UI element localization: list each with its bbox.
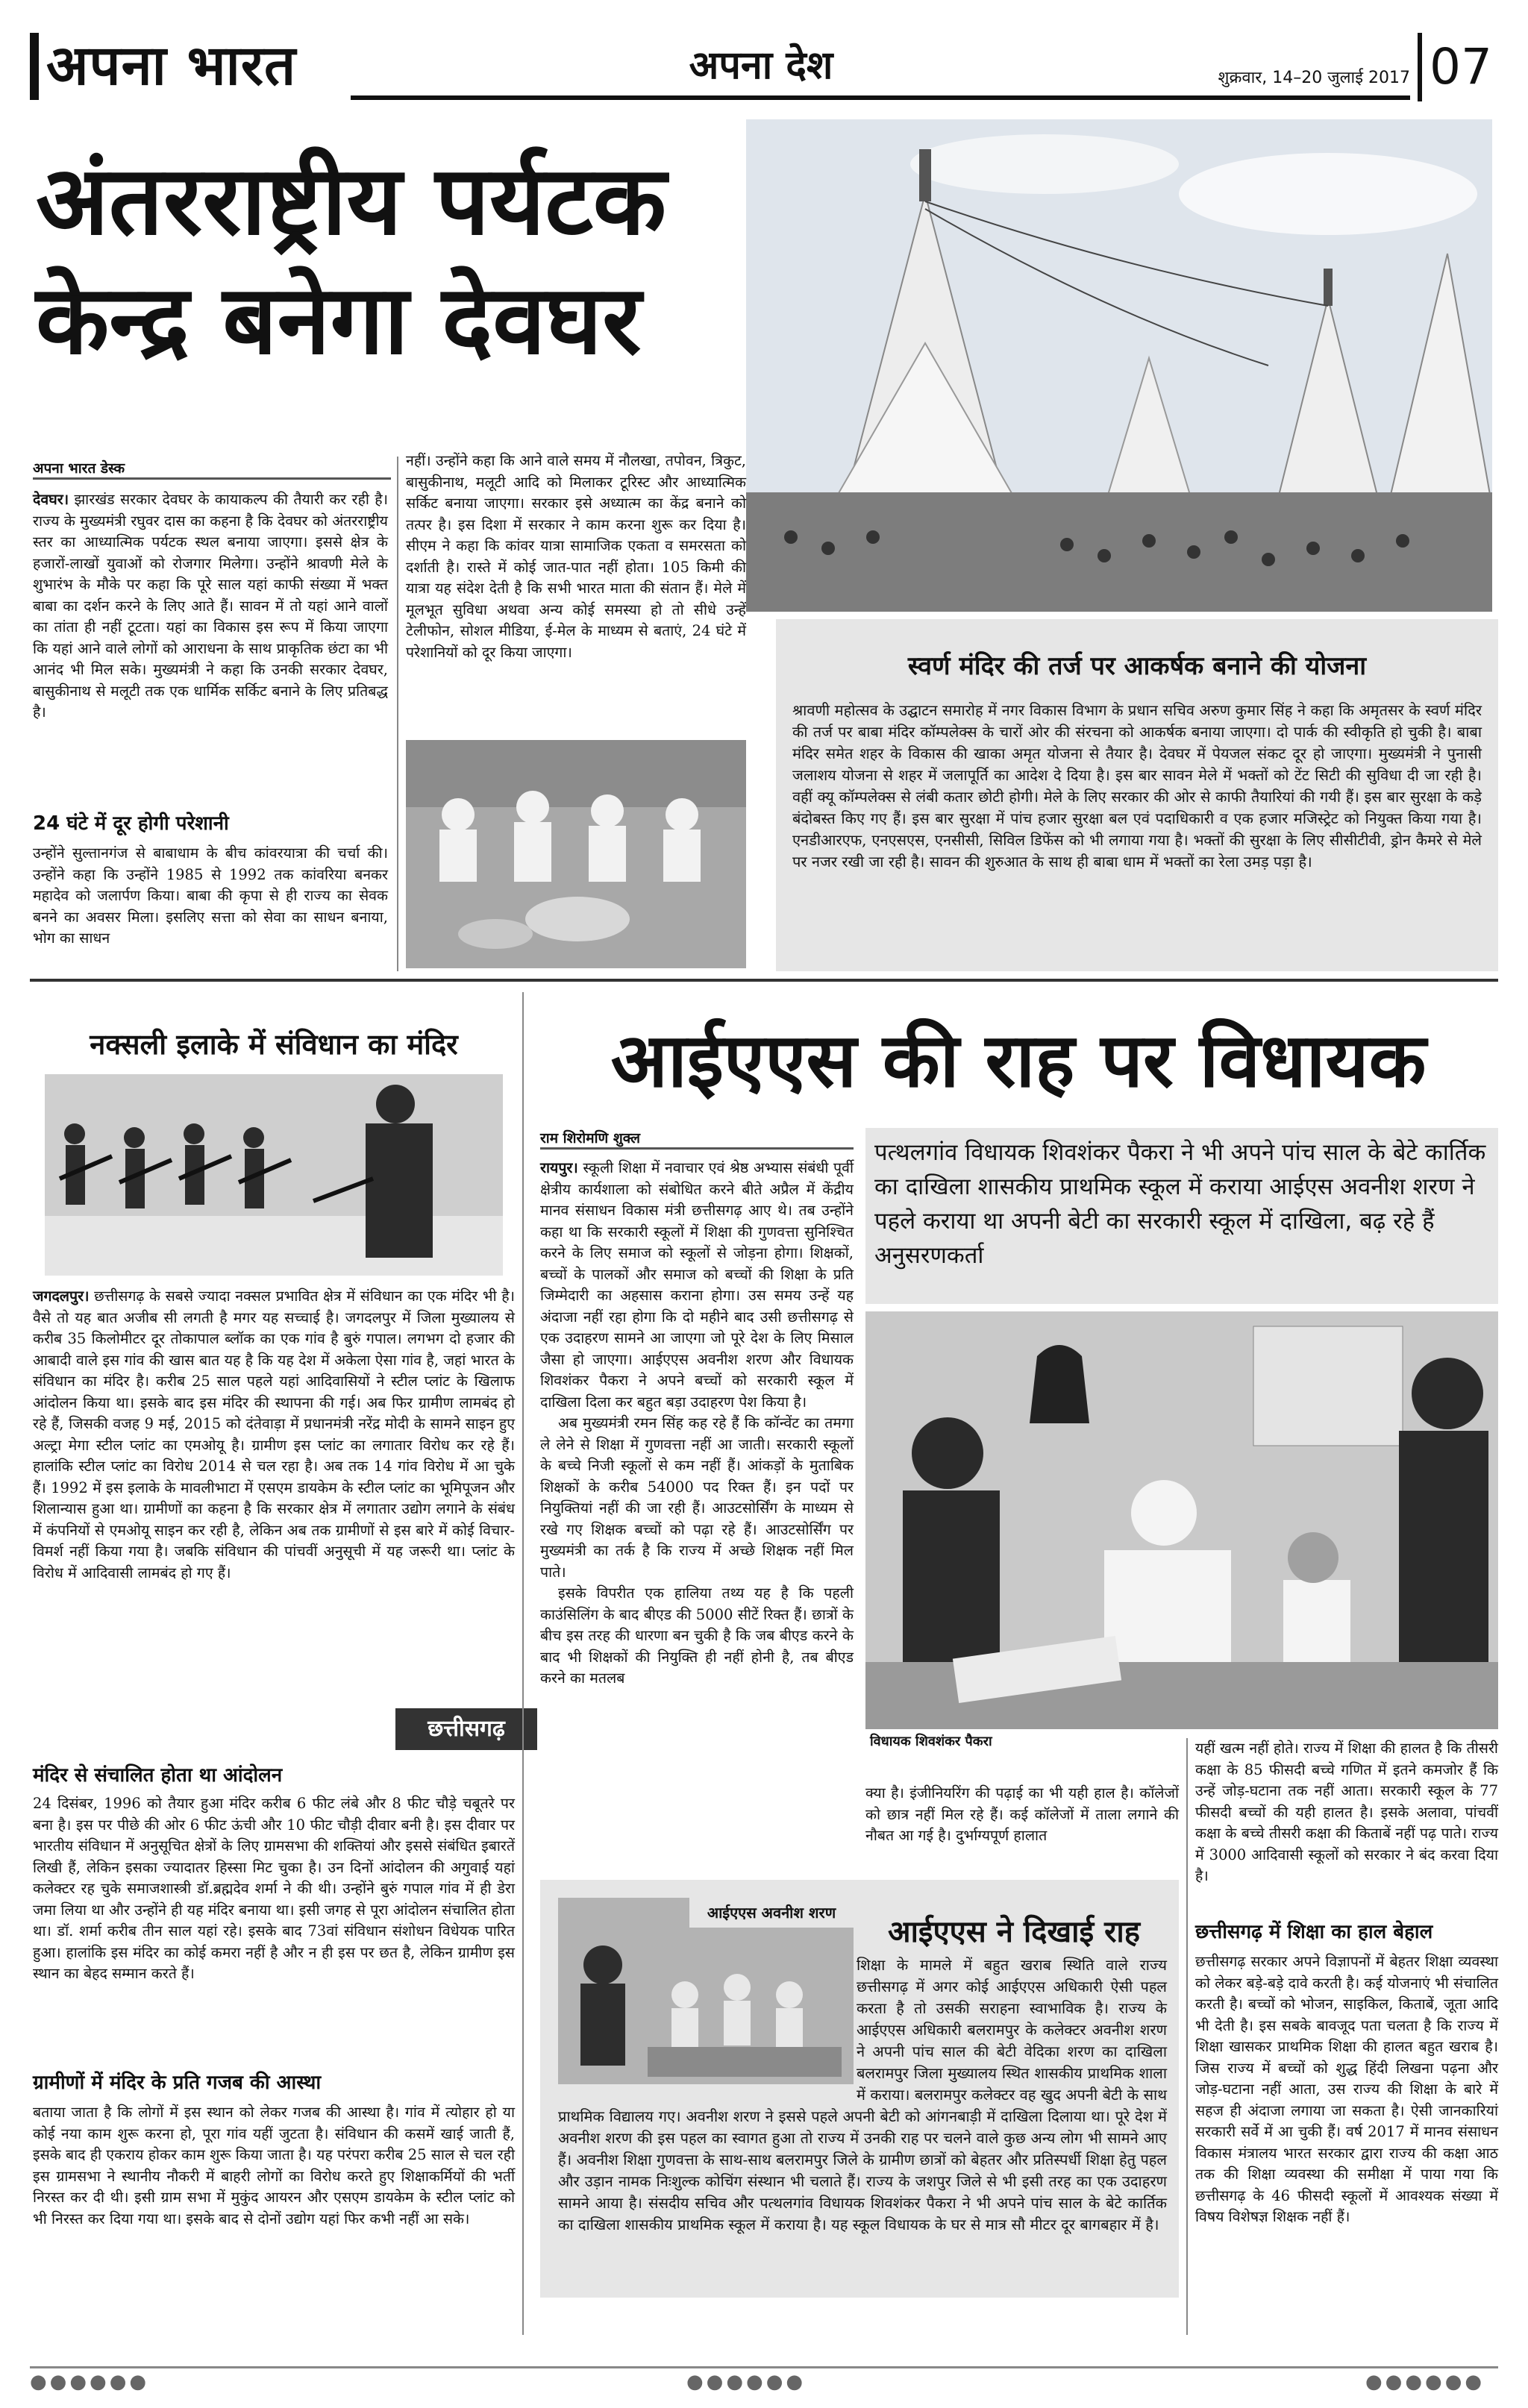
naxal-p2: 24 दिसंबर, 1996 को तैयार हुआ मंदिर करीब 6 फीट लंबे और 8 फीट चौड़े चबूतरे पर बना है। इस पर पीछे की ओर 6 फीट ऊंची और 10 फीट चौड़ी दीवार बनी है। इस दीवार पर भारतीय संविधान में अनुसूचित क्षेत्रों के लिए ग्रामसभा की शक्तियां और इससे संबंधित इबारतें लिखी हैं, लेकिन इसका ज्यादातर हिस्सा मिट चुका है। उन दिनों आंदोलन की अगुवाई यहां कलेक्टर रह चुके समाजशास्त्री डॉ.ब्रह्मदेव शर्मा ने की थी। उन्होंने बुरुं गपाल गांव में ही डेरा जमा लिया था और उन्होंने ही यह मंदिर बनाया था। इसी जगह से पूरा आंदोलन संचालित होता था। डॉ. शर्मा करीब तीन साल यहां रहे। इसके बाद 73वां संविधान संशोधन विधेयक पारित हुआ। हालांकि इस मंदिर का कोई कमरा नहीं है और न ही इस पर छत है, लेकिन ग्रामीण इस स्थान का बेहद सम्मान करते हैं। xyxy=(33,1795,515,1982)
mla-byline-rule xyxy=(540,1147,854,1150)
mla-col-p1: स्कूली शिक्षा में नवाचार एवं श्रेष्ठ अभ्यास संबंधी पूर्वी क्षेत्रीय कार्यशाला को संबोधित करने बीते अप्रैल में केंद्रीय मानव संसाधन विकास मंत्री छत्तीसगढ़ आए थे। तब उन्होंने कहा था कि सरकारी स्कूलों में शिक्षा की गुणवत्ता सुनिश्चित करने के लिए समाज को स्कूलों से जोड़ना होगा। शिक्षकों, बच्चों के पालकों और समाज को बच्चों की शिक्षा के प्रति जिम्मेदारी का अहसास कराना होगा। उस समय उन्हें यह अंदाजा नहीं रहा होगा कि दो महीने बाद उसी छत्तीसगढ़ से एक उदाहरण सामने आ जाएगा जो पूरे देश के लिए मिसाल जैसा हो जाएगा। आईएएस अवनीश शरण और विधायक शिवशंकर पैकरा ने अपने बच्चों को सरकारी स्कूल में दाखिला दिला कर बहुत बड़ा उदाहरण पेश किया है। xyxy=(540,1159,854,1411)
ias-box-title: आईएएस ने दिखाई राह xyxy=(887,1915,1141,1949)
mla-dateline: रायपुर। xyxy=(540,1159,578,1176)
lead-col1-p1: झारखंड सरकार देवघर के कायाकल्प की तैयारी कर रही है। राज्य के मुख्यमंत्री रघुवर दास का कहना है कि देवघर को अंतरराष्ट्रीय स्तर का आध्यात्मिक पर्यटक स्थल बनाया जाएगा। इससे क्षेत्र के हजारों-लाखों युवाओं को रोजगार मिलेगा। उन्होंने श्रावणी मेले के शुभारंभ के मौके पर कहा कि पूरे साल यहां काफी संख्या में भक्त बाबा का दर्शन करने के लिए आते हैं। सावन में तो यहां आने वालों का तांता ही नहीं टूटता। यहां का विकास इस रूप में किया जाएगा कि यहां आने वाले लोगों को आराधना के साथ प्राकृतिक छंटा का भी आनंद भी मिल सके। मुख्यमंत्री ने कहा कि उनकी सरकार देवघर, बासुकीनाथ से मलूटी तक एक धार्मिक सर्किट बनाने के लिए प्रतिबद्ध है। xyxy=(33,491,388,721)
issue-date: शुक्रवार, 14–20 जुलाई 2017 xyxy=(1218,69,1410,87)
mla-col xyxy=(540,1158,854,1690)
logo-bar xyxy=(30,33,39,100)
ias-box-text-wrap xyxy=(558,1954,1167,2236)
footer-dots-left: ●●●●●● xyxy=(30,2371,150,2393)
byline-rule xyxy=(33,477,391,480)
lead-dateline: देवघर। xyxy=(33,491,69,508)
golden-temple-box xyxy=(776,619,1498,971)
cm-meeting-photo xyxy=(406,740,746,968)
ias-box xyxy=(540,1880,1179,2298)
mla-family-photo xyxy=(865,1311,1498,1729)
mla-col-p2: अब मुख्यमंत्री रमन सिंह कह रहे हैं कि कॉन्वेंट का तमगा ले लेने से शिक्षा में गुणवत्ता नहीं आ जाती। सरकारी स्कूलों के बच्चे निजी स्कूलों से कम नहीं हैं। आंकड़ों के मुताबिक शिक्षकों के करीब 54000 पद रिक्त हैं। इन पदों पर नियुक्तियां नहीं की जा रही हैं। आउटसोर्सिंग के माध्यम से रखे गए शिक्षक बच्चों को पढ़ा रहे हैं। आउटसोर्सिंग पर मुख्यमंत्री का तर्क है कि राज्य में अच्छे शिक्षक नहीं मिल पाते। xyxy=(540,1414,854,1581)
meeting-illustration xyxy=(406,740,746,968)
mla-photo-caption: विधायक शिवशंकर पैकरा xyxy=(870,1734,992,1749)
naxal-dateline: जगदलपुर। xyxy=(33,1288,90,1305)
lead-subhead: 24 घंटे में दूर होगी परेशानी xyxy=(33,812,229,835)
mla-right-subhead: छत्तीसगढ़ में शिक्षा का हाल बेहाल xyxy=(1195,1921,1433,1943)
naxal-p3: बताया जाता है कि लोगों में इस स्थान को लेकर गजब की आस्था है। गांव में त्योहार हो या कोई नया काम शुरू करना हो, पूरा गांव यहीं जुटता है। संविधान की कसमें खाई जाती हैं, इसके बाद ही एकराय होकर काम शुरू किया जाता है। यह परंपरा करीब 25 साल से चल रही इस ग्रामसभा ने स्थानीय नौकरी में बाहरी लोगों का विरोध करते हुए शिक्षाकर्मियों की भर्ती निरस्त कर दी थी। इसी ग्राम सभा में मुकुंद आयरन और एसएम डायकेम के स्टील प्लांट को भी निरस्त कर दिया गया था। इसके बाद से दोनों उद्योग यहां फिर कभी नहीं आ सके। xyxy=(33,2104,515,2227)
naxal-subhead-2: ग्रामीणों में मंदिर के प्रति गजब की आस्था xyxy=(33,2072,322,2094)
ias-photo-label: आईएएस अवनीश शरण xyxy=(689,1898,854,1928)
naxal-subhead-1: मंदिर से संचालित होता था आंदोलन xyxy=(33,1764,283,1787)
golden-temple-text: श्रावणी महोत्सव के उद्घाटन समारोह में नगर विकास विभाग के प्रधान सचिव अरुण कुमार सिंह ने कहा कि अमृतसर के स्वर्ण मंदिर की तर्ज पर बाबा मंदिर कॉम्पलेक्स के चारों ओर की संरचना को आकर्षक बनाया जाएगा। दो पार्क की स्वीकृति हो चुकी है। बाबा मंदिर समेत शहर के विकास की खाका अमृत योजना से तैयार है। देवघर में पेयजल संकट दूर हो जाएगा। मुख्यमंत्री ने पुनासी जलाशय योजना से शहर में जलापूर्ति का आदेश दे दिया है। इस बार सावन मेले में भक्तों को टेंट सिटी की सुविधा दी जा रही है। वहीं क्यू कॉम्पलेक्स से लंबी कतार छोटी होगी। मेले के लिए सरकार की ओर से काफी तैयारियां की गयी हैं। इस बार सुरक्षा के कड़े बंदोबस्त किए गए हैं। इस बार सुरक्षा में पांच हजार सुरक्षा बल एवं पदाधिकारी व एक हजार मजिस्ट्रेट को नियुक्त किया गया है। एनडीआरएफ, एनएसएस, एनसीसी, सिविल डिफेंस को भी लगाया गया है। भक्तों की सुरक्षा के लिए सीसीटीवी, ड्रोन कैमरे से मेले पर नजर रखी जा रही है। सावन की शुरुआत के साथ ही बाबा धाम में भक्तों का रेला उमड़ पड़ा है। xyxy=(792,701,1482,871)
security-forces-illustration xyxy=(45,1074,503,1276)
footer-rule xyxy=(30,2366,1498,2368)
mla-mid-text: क्या है। इंजीनियरिंग की पढ़ाई का भी यही हाल है। कॉलेजों को छात्र नहीं मिल रहे हैं। कई कॉलेजों में ताला लगाने की नौबत आ गई है। दुर्भाग्यपूर्ण हालात xyxy=(865,1784,1179,1844)
footer-dots-right: ●●●●●● xyxy=(1365,2371,1485,2393)
golden-temple-title: स्वर्ण मंदिर की तर्ज पर आकर्षक बनाने की योजना xyxy=(907,651,1367,681)
state-tag: छत्तीसगढ़ xyxy=(395,1708,537,1750)
lead-col1-p2: उन्होंने सुल्तानगंज से बाबाधाम के बीच कांवरयात्रा की चर्चा की। उन्होंने कहा कि उन्होंने 1985 से 1992 तक कांवरिया बनकर महादेव को जलार्पण किया। बाबा की कृपा से ही राज्य का सेवक बनने का अवसर मिला। इसलिए सत्ता को सेवा का साधन बनाया, भोग का साधन xyxy=(33,844,388,947)
lead-headline-line1: अंतरराष्ट्रीय पर्यटक xyxy=(36,145,667,257)
naxal-photo xyxy=(45,1074,503,1276)
mla-right-text: यहीं खत्म नहीं होते। राज्य में शिक्षा की हालत है कि तीसरी कक्षा के 85 फीसदी बच्चे गणित में इतने कमजोर हैं कि उन्हें जोड़-घटाना तक नहीं आता। सरकारी स्कूल के 77 फीसदी बच्चों की यही हालत है। इसके अलावा, पांचवीं कक्षा के बच्चे तीसरी कक्षा की किताबें नहीं पढ़ पाते। राज्य में 3000 आदिवासी स्कूलों को सरकार ने बंद करवा दिया है। xyxy=(1195,1740,1498,1884)
naxal-body-1 xyxy=(33,1286,515,1584)
section-title: अपना देश xyxy=(689,43,833,88)
column-divider-3 xyxy=(1186,1738,1188,2335)
ias-text-float-spacer xyxy=(558,1954,857,2089)
header-rule xyxy=(351,95,1410,100)
lead-byline: अपना भारत डेस्क xyxy=(33,460,125,477)
family-illustration xyxy=(865,1311,1498,1729)
footer-dots-center: ●●●●●● xyxy=(686,2371,807,2393)
lead-col1 xyxy=(33,489,388,724)
mla-kicker: पत्थलगांव विधायक शिवशंकर पैकरा ने भी अपने पांच साल के बेटे कार्तिक का दाखिला शासकीय प्राथमिक स्कूल में कराया आईएस अवनीश शरण ने पहले कराया था अपनी बेटी का सरकारी स्कूल में दाखिला, बढ़ रहे हैं अनुसरणकर्ता xyxy=(865,1128,1498,1304)
naxal-headline: नक्सली इलाके में संविधान का मंदिर xyxy=(90,1028,458,1061)
mla-byline: राम शिरोमणि शुक्ल xyxy=(540,1130,640,1147)
lead-headline-line2: केन्द्र बनेगा देवघर xyxy=(36,265,642,376)
page-number: 07 xyxy=(1418,33,1500,101)
ias-box-text: शिक्षा के मामले में बहुत खराब स्थिति वाले राज्य छत्तीसगढ़ में अगर कोई आईएएस अधिकारी ऐसी पहल करता है तो उसकी सराहना स्वाभाविक है। राज्य के आईएएस अधिकारी बलरामपुर के कलेक्टर अवनीश शरण ने अपनी पांच साल की बेटी वेदिका शरण का दाखिला बलरामपुर जिला मुख्यालय स्थित शासकीय प्राथमिक शाला में कराया। बलरामपुर कलेक्टर वह खुद अपनी बेटी के साथ प्राथमिक विद्यालय गए। अवनीश शरण ने इससे पहले अपनी बेटी को आंगनबाड़ी में दाखिला दिलाया था। पूरे देश में अवनीश शरण की इस पहल का स्वागत हुआ तो राज्य में उनकी राह पर चलने वाले कुछ अन्य लोग भी सामने आए हैं। अवनीश शिक्षा गुणवत्ता के साथ-साथ बलरामपुर जिले के ग्रामीण छात्रों को बेहतर और प्रतिस्पर्धी शिक्षा हेतु पहल और उड़ान नामक निःशुल्क कोचिंग संस्थान भी चलाते हैं। राज्य के जशपुर जिले से भी इसी तरह का एक उदाहरण सामने आया है। संसदीय सचिव और पत्थलगांव विधायक शिवशंकर पैकरा ने भी अपने पांच साल के बेटे कार्तिक का दाखिला शासकीय प्राथमिक स्कूल में कराया है। यह स्कूल विधायक के घर से मात्र सौ मीटर दूर बागबहार में है। xyxy=(558,1956,1167,2233)
lead-headline xyxy=(36,142,879,380)
mla-col-p3: इसके विपरीत एक हालिया तथ्य यह है कि पहली काउंसिलिंग के बाद बीएड की 5000 सीटें रिक्त हैं। छात्रों के बीच इस तरह की धारणा बन चुकी है कि जब बीएड करने के बाद भी शिक्षकों की नियुक्ति ही नहीं होनी है, तब बीएड करने का मतलब xyxy=(540,1584,854,1687)
masthead-logo: अपना भारत xyxy=(46,34,297,98)
column-divider-2 xyxy=(522,992,524,2335)
mla-headline: आईएएस की राह पर विधायक xyxy=(610,1017,1427,1104)
mla-right-text2: छत्तीसगढ़ सरकार अपने विज्ञापनों में बेहतर शिक्षा व्यवस्था को लेकर बड़े-बड़े दावे करती है। कई योजनाएं भी संचालित करती है। बच्चों को भोजन, साइकिल, किताबें, जूता आदि भी देती है। इस सबके बावजूद पता चलता है कि राज्य में शिक्षा खासकर प्राथमिक शिक्षा की हालत बहुत खराब है। जिस राज्य में बच्चों को शुद्ध हिंदी लिखना पढ़ना और जोड़-घटाना नहीं आता, उस राज्य की शिक्षा के बारे में सहज ही अंदाजा लगाया जा सकता है। ऐसी जानकारियां सरकारी सर्वे में आ चुकी हैं। वर्ष 2017 में मानव संसाधन विकास मंत्रालय भारत सरकार द्वारा राज्य की कक्षा आठ तक की शिक्षा व्यवस्था की समीक्षा में पाया गया कि छत्तीसगढ़ के 46 फीसदी स्कूलों में आवश्यक संख्या में विषय विशेषज्ञ शिक्षक नहीं हैं। xyxy=(1195,1953,1498,2225)
naxal-p1: छत्तीसगढ़ के सबसे ज्यादा नक्सल प्रभावित क्षेत्र में संविधान का एक मंदिर भी है। वैसे तो यह बात अजीब सी लगती है मगर यह सच्चाई है। जगदलपुर में जिला मुख्यालय से करीब 35 किलोमीटर दूर तोकापाल ब्लॉक का एक गांव है बुरुं गपाल। लगभग दो हजार की आबादी वाले इस गांव की खास बात यह है कि यह देश में अकेला ऐसा गांव है, जहां भारत के संविधान का मंदिर है। करीब 25 साल पहले यहां आदिवासियों ने स्टील प्लांट के खिलाफ आंदोलन किया था। इसके बाद इस मंदिर की स्थापना की गई। अब फिर ग्रामीण लामबंद हो रहे हैं, जिसकी वजह 9 मई, 2015 को दंतेवाड़ा में प्रधानमंत्री नरेंद्र मोदी के सामने साइन हुए अल्ट्रा मेगा स्टील प्लांट का एमओयू है। ग्रामीण इस प्लांट का लगातार विरोध कर रहे हैं। हालांकि स्टील प्लांट का विरोध 2014 से चल रहा है। अब तक 14 गांव विरोध में आ चुके हैं। 1992 में इस इलाके के मावलीभाटा में एसएम डायकेम के स्टील प्लांट का भूमिपूजन और शिलान्यास हुआ था। ग्रामीणों का कहना है कि सरकार क्षेत्र में लगातार उद्योग लगाने के संबंध में कंपनियों से एमओयू साइन कर रही है, लेकिन अब तक ग्रामीणों से इस बारे में कोई विचार-विमर्श नहीं किया गया है। जबकि संविधान की पांचवीं अनुसूची में यह जरूरी था। प्लांट के विरोध में आदिवासी लामबंद हो गए हैं। xyxy=(33,1288,515,1581)
lead-col2: नहीं। उन्होंने कहा कि आने वाले समय में नौलखा, तपोवन, त्रिकुट, बासुकीनाथ, मलूटी आदि को मिलाकर टूरिस्ट और आध्यात्मिक सर्किट बनाया जाएगा। सरकार इसे अध्यात्म का केंद्र बनाने को तत्पर है। इस दिशा में सरकार ने काम करना शुरू कर दिया है। सीएम ने कहा कि कांवर यात्रा सामाजिक एकता व समरसता को दर्शाती है। रास्ते में कोई जात-पात नहीं होता। 105 किमी की यात्रा यह संदेश देती है कि सभी भारत माता की संतान हैं। मेले में मूलभूत सुविधा अथवा अन्य कोई समस्या हो तो सीधे उन्हें टेलीफोन, सोशल मीडिया, ई-मेल के माध्यम से बताएं, 24 घंटे में परेशानियों को दूर किया जाएगा। xyxy=(406,452,746,661)
column-divider xyxy=(397,457,398,971)
section-divider xyxy=(30,979,1498,982)
